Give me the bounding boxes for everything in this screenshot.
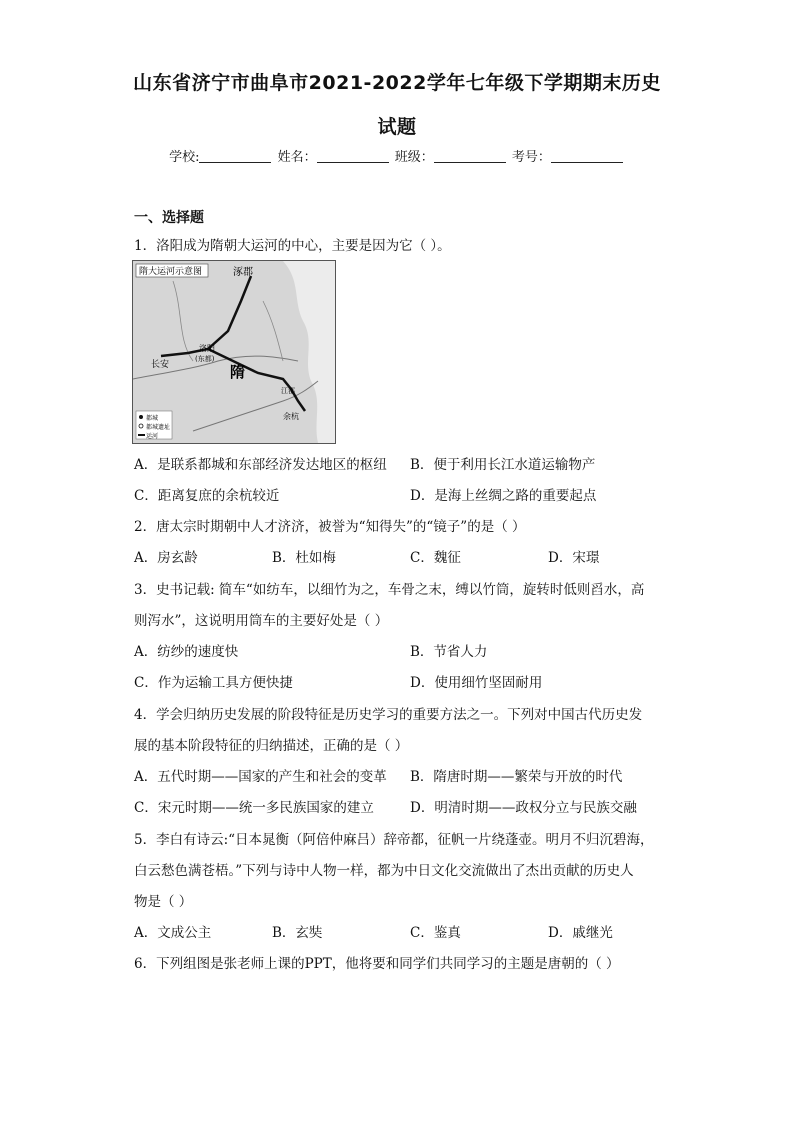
student-info-row <box>0 146 794 165</box>
question-2-option-a[interactable]: A．房玄龄 <box>134 550 198 566</box>
question-4-option-a[interactable]: A．五代时期——国家的产生和社会的变革 <box>134 769 387 785</box>
map-label-luoyang: 洛阳 <box>199 344 215 353</box>
question-4-stem-line2: 展的基本阶段特征的归纳描述，正确的是（ ） <box>134 738 409 754</box>
question-1-stem: 1．洛阳成为隋朝大运河的中心，主要是因为它（ ）。 <box>134 238 451 254</box>
map-label-jiangdu: 江都 <box>281 387 295 395</box>
map-label-dongdu: (东都) <box>195 355 215 363</box>
name-blank[interactable] <box>317 149 389 163</box>
class-label: 班级： <box>394 150 434 165</box>
grand-canal-map <box>132 260 336 444</box>
question-5-option-a[interactable]: A．文成公主 <box>134 925 212 941</box>
exam-title-line1: 山东省济宁市曲阜市2021-2022学年七年级下学期期末历史 <box>133 72 661 94</box>
question-6-stem: 6．下列组图是张老师上课的PPT，他将要和同学们共同学习的主题是唐朝的（ ） <box>134 956 620 972</box>
map-label-zhuojun: 涿郡 <box>233 267 253 278</box>
exam-title-line2: 试题 <box>377 116 417 138</box>
question-5-stem-line1: 5．李白有诗云:“日本晁衡（阿倍仲麻吕）辞帝都，征帆一片绕蓬壶。明月不归沉碧海， <box>134 832 654 848</box>
question-2-stem: 2．唐太宗时期朝中人才济济，被誉为“知得失”的“镜子”的是（ ） <box>134 519 526 535</box>
map-legend-capital: 都城 <box>146 415 159 422</box>
question-4-stem-line1: 4．学会归纳历史发展的阶段特征是历史学习的重要方法之一。下列对中国古代历史发 <box>134 707 643 723</box>
question-3-option-a[interactable]: A．纺纱的速度快 <box>134 644 239 660</box>
map-legend-canal: 运河 <box>146 433 159 440</box>
question-3-stem-line2: 则泻水”，这说明用筒车的主要好处是（ ） <box>134 613 389 629</box>
question-1-option-c[interactable]: C．距离复庶的余杭较近 <box>134 488 280 504</box>
school-blank[interactable] <box>199 149 271 163</box>
name-label: 姓名： <box>277 150 317 165</box>
question-2-option-b[interactable]: B．杜如梅 <box>272 550 336 566</box>
question-5-stem-line2: 白云愁色满苍梧。”下列与诗中人物一样，都为中日文化交流做出了杰出贡献的历史人 <box>134 863 634 879</box>
question-1-option-a[interactable]: A．是联系都城和东部经济发达地区的枢纽 <box>134 457 387 473</box>
question-3-option-b[interactable]: B．节省人力 <box>410 644 488 660</box>
school-label: 学校: <box>169 150 200 165</box>
question-1-option-d[interactable]: D．是海上丝绸之路的重要起点 <box>410 488 597 504</box>
map-label-yuhang: 余杭 <box>283 412 299 421</box>
question-3-option-c[interactable]: C．作为运输工具方便快捷 <box>134 675 293 691</box>
exam-no-label: 考号： <box>511 150 551 165</box>
question-3-stem-line1: 3．史书记载: 简车“如纺车，以细竹为之，车骨之末，缚以竹筒，旋转时低则舀水，高 <box>134 582 645 598</box>
map-label-changan: 长安 <box>151 360 170 370</box>
question-2-option-d[interactable]: D．宋璟 <box>548 550 600 566</box>
question-5-option-c[interactable]: C．鉴真 <box>410 925 461 941</box>
question-3-option-d[interactable]: D．使用细竹坚固耐用 <box>410 675 543 691</box>
question-4-option-c[interactable]: C．宋元时期——统一多民族国家的建立 <box>134 800 374 816</box>
grand-canal-map-figure <box>133 261 335 443</box>
question-5-option-d[interactable]: D．戚继光 <box>548 925 613 941</box>
map-legend-capital-site: 都城遗址 <box>146 424 171 431</box>
map-label-sui: 隋 <box>230 363 246 381</box>
question-4-option-b[interactable]: B．隋唐时期——繁荣与开放的时代 <box>410 769 623 785</box>
question-2-option-c[interactable]: C．魏征 <box>410 550 461 566</box>
class-blank[interactable] <box>434 149 506 163</box>
question-5-stem-line3: 物是（ ） <box>134 894 193 910</box>
question-4-option-d[interactable]: D．明清时期——政权分立与民族交融 <box>410 800 637 816</box>
question-5-option-b[interactable]: B．玄奘 <box>272 925 323 941</box>
map-title: 隋大运河示意图 <box>139 267 203 277</box>
question-1-option-b[interactable]: B．便于利用长江水道运输物产 <box>410 457 596 473</box>
exam-no-blank[interactable] <box>551 149 623 163</box>
section-heading: 一、选择题 <box>134 210 204 226</box>
